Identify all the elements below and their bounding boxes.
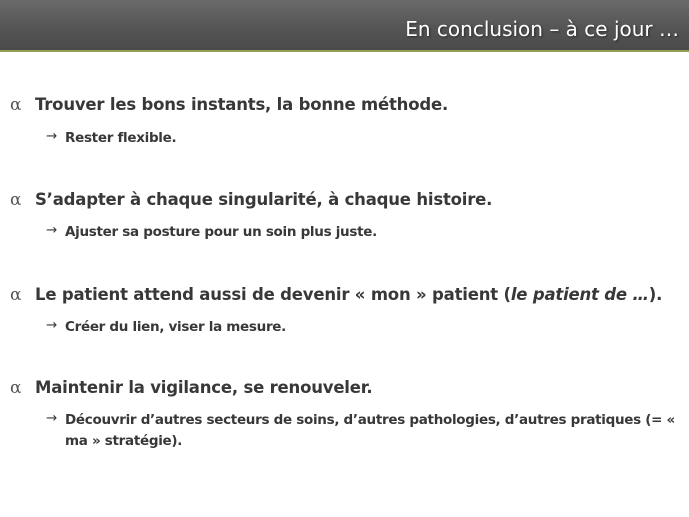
title-bar [0,0,689,52]
slide-title: En conclusion – à ce jour … [405,17,679,41]
bullet-text-2: S’adapter à chaque singularité, à chaque histoire. [35,190,493,209]
bullet-text-1: Trouver les bons instants, la bonne méthode. [35,95,449,114]
arrow-icon: → [46,317,58,333]
arrow-icon: → [46,128,58,144]
bullet-item-1 [0,95,689,121]
sub-text-1: Rester flexible. [65,130,177,146]
arrow-icon: → [46,222,58,238]
sub-text-3: Créer du lien, viser la mesure. [65,319,286,335]
bullet-item-2 [0,190,689,216]
arrow-icon: → [46,410,58,426]
alpha-bullet-icon: α [10,378,22,398]
bullet-item-3 [0,285,689,311]
sub-text-4: Découvrir d’autres secteurs de soins, d’autres pathologies, d’autres pratiques (= « ma » stratégie). [65,412,675,449]
sub-text-2: Ajuster sa posture pour un soin plus juste. [65,224,377,240]
bullet-text-3-before: Le patient attend aussi de devenir « mon » patient ( [35,285,511,304]
alpha-bullet-icon: α [10,285,22,305]
bullet-text-3-italic: le patient de … [510,285,649,304]
bullet-text-3 [35,285,662,304]
bullet-item-4 [0,378,689,404]
alpha-bullet-icon: α [10,95,22,115]
alpha-bullet-icon: α [10,190,22,210]
bullet-text-4: Maintenir la vigilance, se renouveler. [35,378,373,397]
bullet-text-3-after: ). [648,285,663,304]
